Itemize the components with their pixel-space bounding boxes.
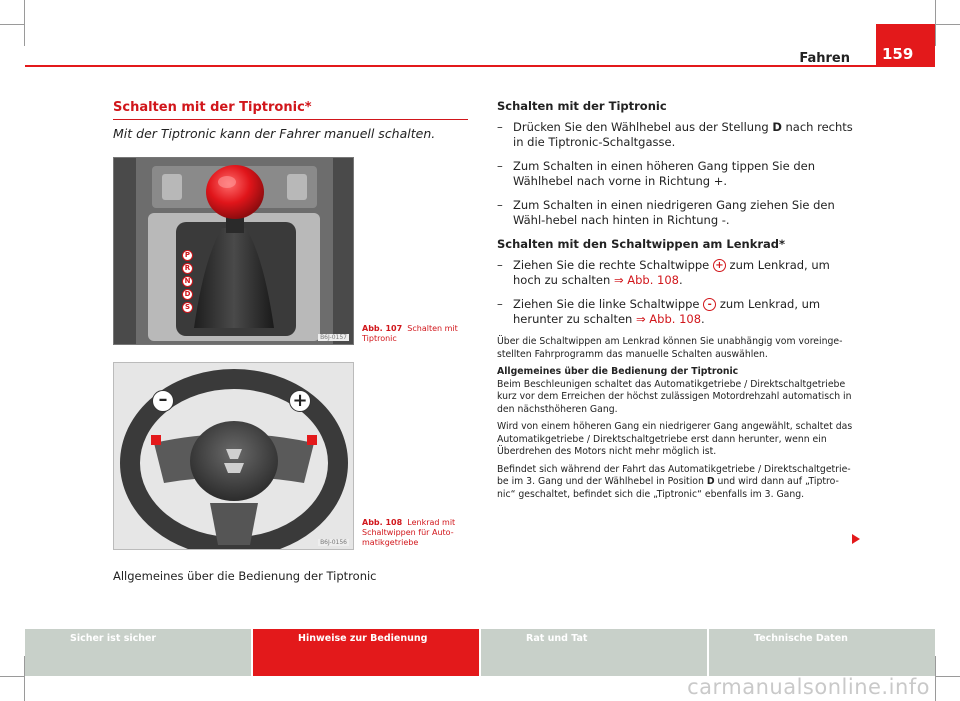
list-item: – Zum Schalten in einen niedrigeren Gang ziehen Sie den Wähl-hebel nach hinten in Richtung -. bbox=[497, 198, 835, 227]
list-item: – Ziehen Sie die rechte Schaltwippe + zum Lenkrad, um hoch zu schalten ⇒ Abb. 108. bbox=[497, 258, 830, 287]
plus-paddle-key-icon: + bbox=[713, 259, 726, 272]
figure-tiptronic-selector bbox=[113, 157, 354, 345]
shift-position-n: N bbox=[182, 276, 193, 287]
section-heading: Schalten mit der Tiptronic* bbox=[113, 100, 312, 115]
figure-code: B6J-0156 bbox=[320, 539, 347, 546]
figure-link[interactable]: ⇒ Abb. 108 bbox=[636, 312, 702, 326]
figure-steering-wheel bbox=[113, 362, 354, 550]
list-item: – Zum Schalten in einen höheren Gang tippen Sie den Wählhebel nach vorne in Richtung +. bbox=[497, 159, 816, 188]
crop-mark bbox=[0, 676, 24, 677]
figure-code: B6J-0157 bbox=[320, 334, 347, 341]
steering-wheel-illustration bbox=[114, 363, 354, 550]
section-rule bbox=[113, 119, 468, 120]
shift-position-r: R bbox=[182, 263, 193, 274]
paragraph: Beim Beschleunigen schaltet das Automatikgetriebe / Direktschaltgetriebe kurz vor dem Erreichen der höchst zulässigen Motordrehzahl automatisch in den nächsthöheren Gang. bbox=[497, 378, 852, 415]
nav-tab-technische-daten[interactable]: Technische Daten bbox=[709, 629, 935, 676]
shift-position-s: S bbox=[182, 302, 193, 313]
figure-label: Abb. 107 bbox=[362, 324, 403, 333]
plus-paddle-marker: + bbox=[289, 390, 311, 412]
nav-tab-rat-und-tat[interactable]: Rat und Tat bbox=[481, 629, 707, 676]
gear-selector-illustration bbox=[114, 158, 354, 345]
subheading-paddles: Schalten mit den Schaltwippen am Lenkrad* bbox=[497, 237, 786, 251]
nav-tab-sicher-ist-sicher[interactable]: Sicher ist sicher bbox=[25, 629, 251, 676]
page-number: 159 bbox=[876, 24, 935, 67]
paragraph: Wird von einem höheren Gang ein niedrigerer Gang angewählt, schaltet das Automatikgetriebe / Direktschaltgetriebe erst dann herunter, wenn ein Überdrehen des Motors nicht mehr möglich ist. bbox=[497, 421, 853, 457]
shift-position-p: P bbox=[182, 250, 193, 261]
list-item: – Ziehen Sie die linke Schaltwippe - zum Lenkrad, um herunter zu schalten ⇒ Abb. 108. bbox=[497, 297, 821, 326]
minus-paddle-key-icon: - bbox=[703, 298, 716, 311]
figure-caption bbox=[362, 518, 472, 548]
crop-mark bbox=[936, 24, 960, 25]
subheading-tiptronic: Schalten mit der Tiptronic bbox=[497, 99, 667, 113]
shift-positions bbox=[182, 250, 193, 313]
chapter-title: Fahren bbox=[799, 51, 850, 66]
crop-mark bbox=[935, 0, 936, 46]
footer-navigation bbox=[25, 629, 935, 676]
paragraph: Über die Schaltwippen am Lenkrad können Sie unabhängig vom voreinge-stellten Fahrprogramm das manuelle Schalten auswählen. bbox=[497, 336, 843, 360]
crop-mark bbox=[24, 0, 25, 46]
crop-mark bbox=[0, 24, 24, 25]
figure-caption-text: Lenkrad mit Schaltwippen für Auto-matikgetriebe bbox=[362, 518, 456, 547]
figure-link[interactable]: ⇒ Abb. 108 bbox=[613, 273, 679, 287]
shift-position-d: D bbox=[182, 289, 193, 300]
minus-paddle-marker: – bbox=[152, 390, 174, 412]
figure-caption-text: Schalten mit Tiptronic bbox=[362, 324, 458, 343]
paragraph: Befindet sich während der Fahrt das Automatikgetriebe / Direktschaltgetrie-be im 3. Gang und der Wählhebel in Position D und wird dann auf „Tiptro-nic“ geschaltet, befindet sich die „Tiptronic“ ebenfalls im 3. Gang. bbox=[497, 463, 851, 500]
crop-mark bbox=[935, 656, 936, 701]
section-intro: Mit der Tiptronic kann der Fahrer manuell schalten. bbox=[113, 126, 436, 141]
figure-label: Abb. 108 bbox=[362, 518, 403, 527]
right-column bbox=[497, 99, 853, 506]
list-item: – Drücken Sie den Wählhebel aus der Stellung D nach rechts in die Tiptronic-Schaltgasse. bbox=[497, 120, 853, 149]
watermark: carmanualsonline.info bbox=[687, 675, 930, 699]
paragraph-heading: Allgemeines über die Bedienung der Tiptronic bbox=[497, 366, 739, 377]
continue-arrow-icon bbox=[852, 534, 860, 544]
figure-caption bbox=[362, 324, 472, 344]
left-column-footer: Allgemeines über die Bedienung der Tiptronic bbox=[113, 569, 377, 583]
crop-mark bbox=[936, 676, 960, 677]
nav-tab-hinweise-zur-bedienung[interactable]: Hinweise zur Bedienung bbox=[253, 629, 479, 676]
